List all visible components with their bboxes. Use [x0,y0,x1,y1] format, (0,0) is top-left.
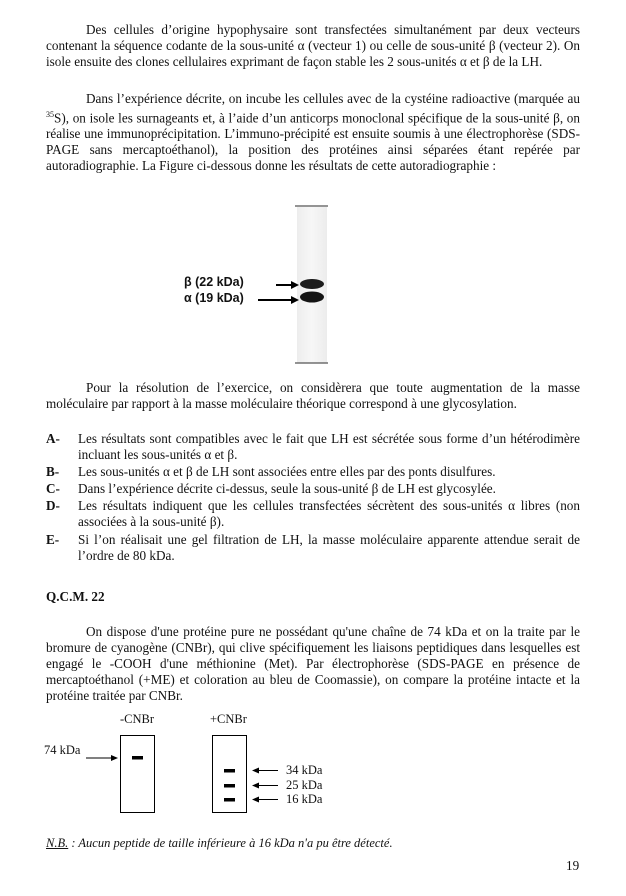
option-text: Les résultats sont compatibles avec le fait que LH est sécrétée sous forme d’un hétérodimère incluant les sous-unités α et β. [78,431,580,462]
lane-label-plus-cnbr: +CNBr [210,712,247,726]
option-text: Dans l’expérience décrite ci-dessus, seule la sous-unité β de LH est glycosylée. [78,481,496,496]
paragraph-intro: Des cellules d’origine hypophysaire sont transfectées simultanément par deux vecteurs contenant la séquence codante de la sous-unité α (vecteur 1) ou celle de sous-unité β (vecteur 2). On isole ensuite des clones cellulaires exprimant de façon stable les 2 sous-unités α et β de la LH. [46,22,580,69]
option-letter: A- [46,431,60,446]
paragraph-experiment-end: S), on isole les surnageants et, à l’aide d’un anticorps monoclonal spécifique de la sous-unité β, on réalise une immunoprécipitation. L’immuno-précipité est ensuite soumis à une électrophorèse (SDS-PAGE sans mercaptoéthanol), la position des protéines ainsi séparées étant repérée par autoradiographie. La Figure ci-dessous donne les résultats de cette autoradiographie : [46,110,580,174]
band-beta-label: β (22 kDa) [184,275,244,289]
band-alpha [300,292,324,303]
arrow-34kda-head [252,768,259,774]
band-16kda-label: 16 kDa [286,792,323,806]
band-alpha-label: α (19 kDa) [184,291,244,305]
lane-minus-cnbr [121,736,155,813]
lane-label-minus-cnbr: -CNBr [120,712,155,726]
paragraph-experiment-start: Dans l’expérience décrite, on incube les cellules avec de la cystéine radioactive (marquée au [86,91,580,106]
qcm-title: Q.C.M. 22 [46,589,105,604]
option-letter: B- [46,464,60,479]
nota-bene [46,836,393,851]
option-text: Si l’on réalisait une gel filtration de LH, la masse moléculaire apparente attendue serait de l’ordre de 80 kDa. [78,532,580,563]
option-letter: D- [46,498,60,513]
sds-page-figure [40,710,420,822]
option-letter: E- [46,532,60,547]
band-74kda [132,756,143,760]
paragraph-hypothesis: Pour la résolution de l’exercice, on considèrera que toute augmentation de la masse moléculaire par rapport à la masse moléculaire théorique correspond à une glycosylation. [46,380,580,411]
paragraph-cnbr: On dispose d'une protéine pure ne possédant qu'une chaîne de 74 kDa et on la traite par le bromure de cyanogène (CNBr), qui clive spécifiquement les liaisons peptidiques dans lesquelles est engagé le -COOH d'une méthionine (Met). Par électrophorèse (SDS-PAGE en présence de mercaptoéthanol (+ME) et coloration au bleu de Coomassie), on compare la protéine intacte et la protéine traitée par CNBr. [46,624,580,703]
option-d [46,498,580,530]
option-text: Les résultats indiquent que les cellules transfectées sécrètent des sous-unités α libres (non associées à la sous-unité β). [78,498,580,529]
sds-page-gel [40,710,420,822]
option-text: Les sous-unités α et β de LH sont associées entre elles par des ponts disulfures. [78,464,496,479]
marker-74kda-label: 74 kDa [44,743,81,757]
option-c [46,481,580,497]
nota-bene-label: N.B. [46,836,69,850]
isotope-superscript: 35 [46,110,54,119]
band-34kda [224,769,235,773]
page-number: 19 [566,858,580,873]
band-25kda-label: 25 kDa [286,778,323,792]
arrow-16kda-head [252,797,259,803]
band-25kda [224,784,235,788]
arrow-25kda-head [252,783,259,789]
option-b [46,464,580,480]
paragraph-experiment [46,91,580,174]
nota-bene-text: : Aucun peptide de taille inférieure à 16 kDa n'a pu être détecté. [68,836,393,850]
band-16kda [224,798,235,802]
autoradiography-figure [180,196,340,370]
option-letter: C- [46,481,60,496]
band-beta [300,279,324,289]
option-a [46,431,580,463]
marker-arrow-head [111,755,118,761]
band-34kda-label: 34 kDa [286,763,323,777]
option-e [46,532,580,564]
